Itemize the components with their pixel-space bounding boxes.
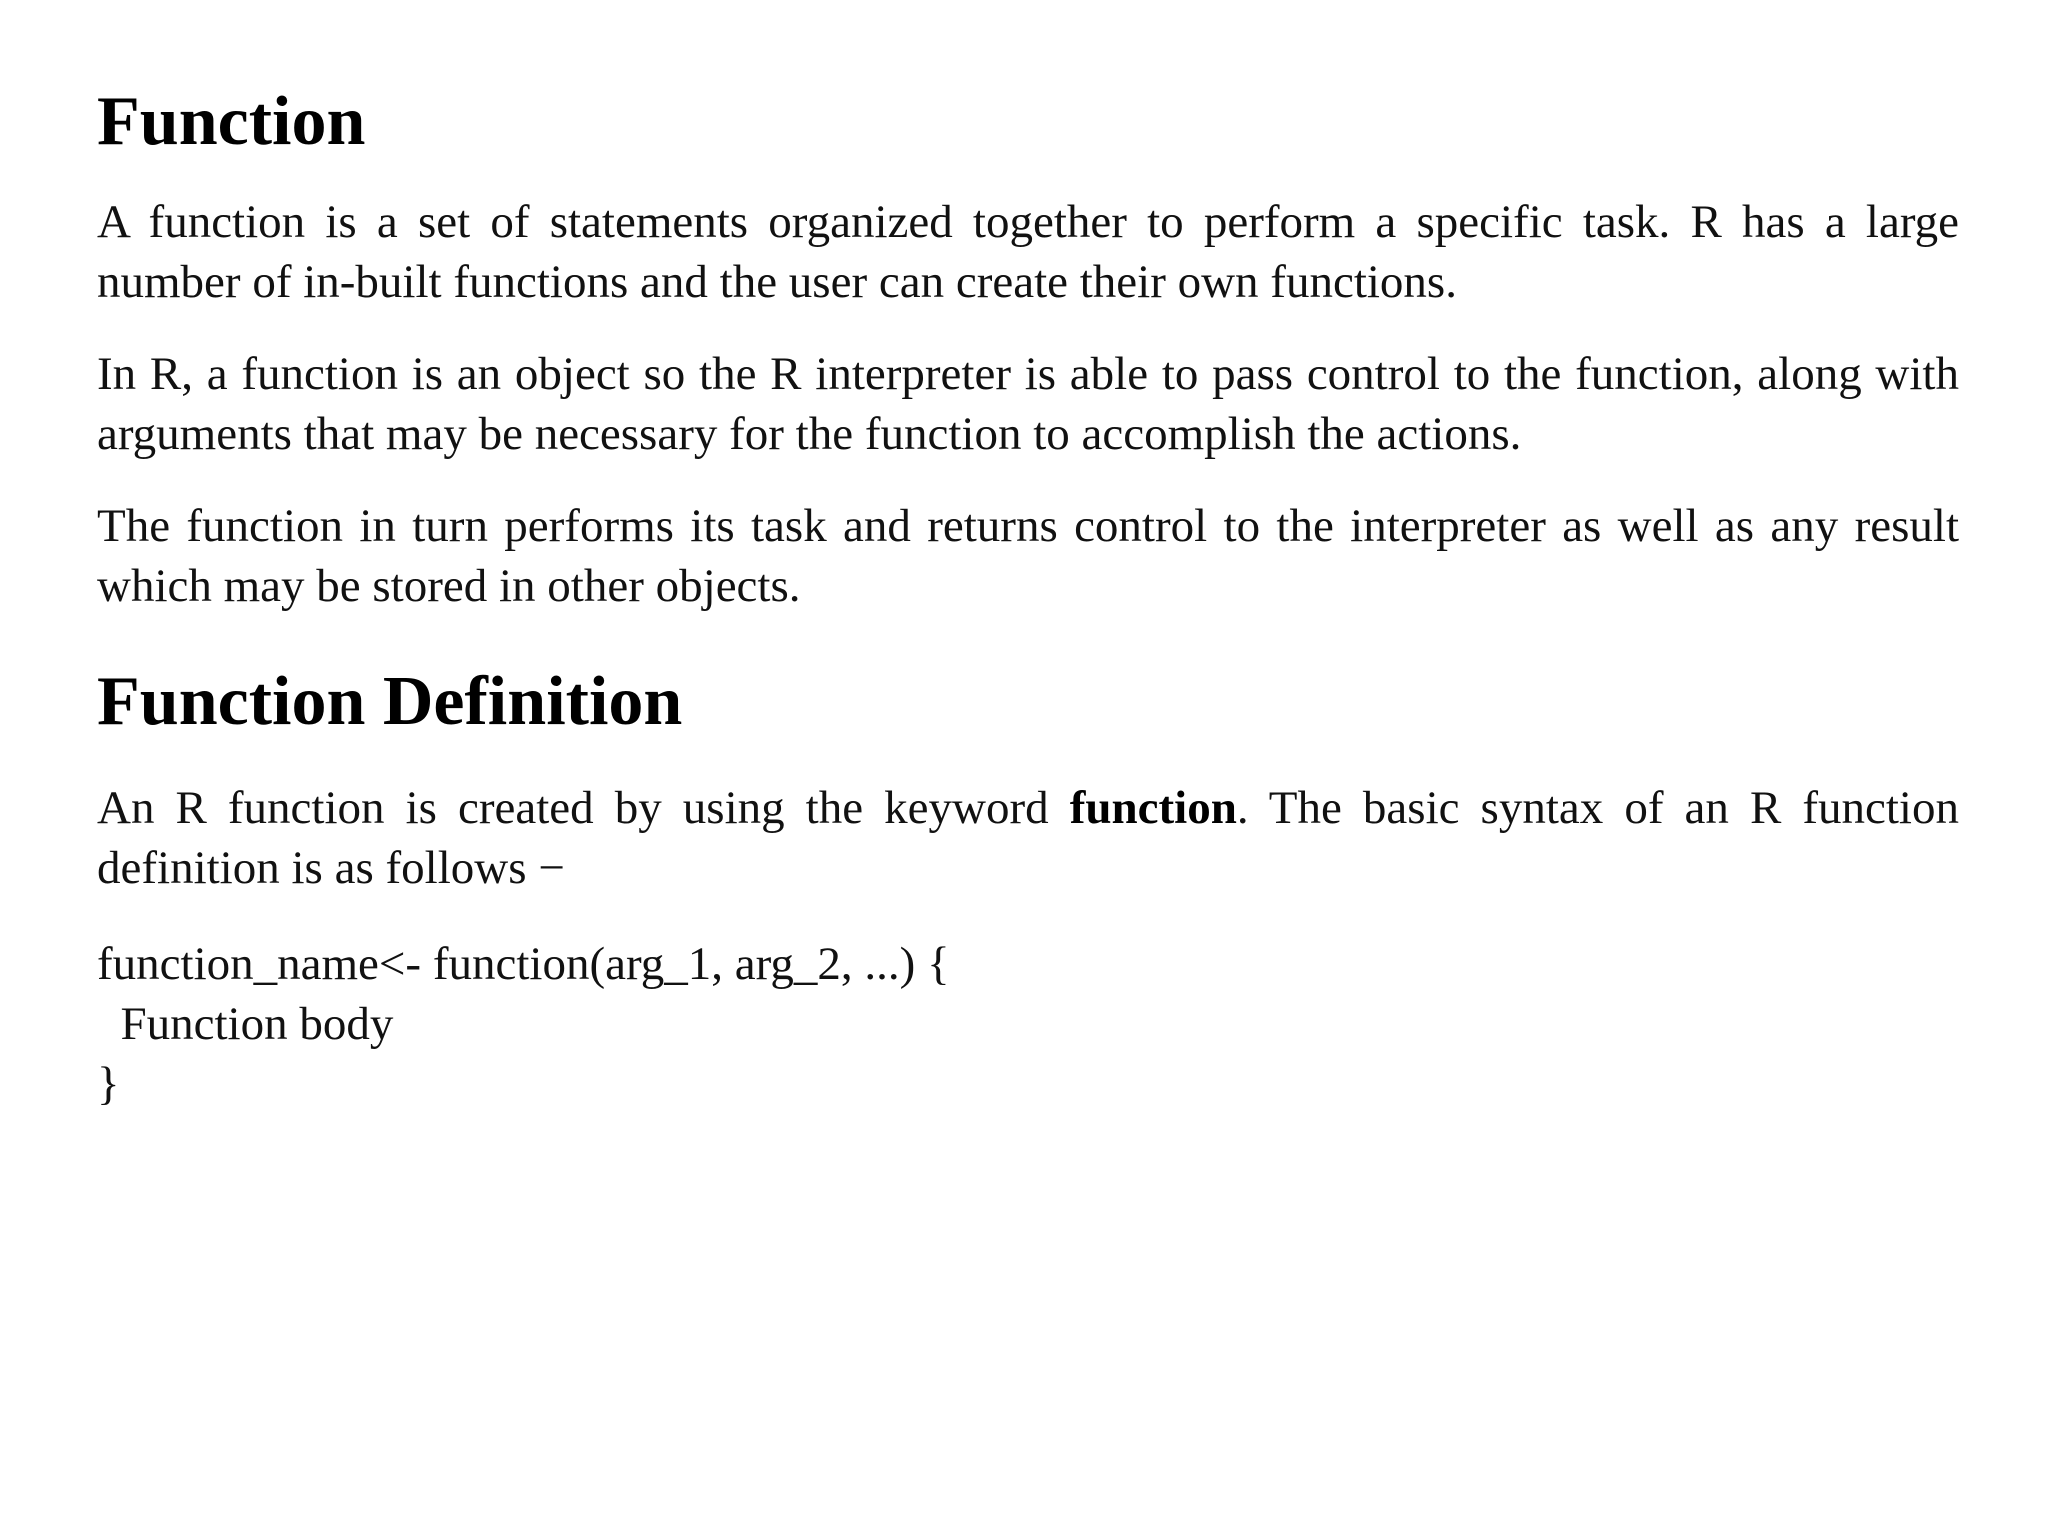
code-line: } [97,1058,120,1110]
section-heading-function: Function [97,83,366,160]
syntax-intro-after: . The basic syntax of an R function definition is as follows − [97,782,1959,894]
code-line: function_name<- function(arg_1, arg_2, ...) { [97,938,950,990]
paragraph-syntax-intro [97,778,1959,898]
paragraph-function-object: In R, a function is an object so the R interpreter is able to pass control to the function, along with arguments that may be necessary for the function to accomplish the actions. [97,348,1959,460]
paragraph-function-return: The function in turn performs its task and returns control to the interpreter as well as any result which may be stored in other objects. [97,500,1959,612]
code-block-syntax [97,934,1959,1114]
syntax-intro-before: An R function is created by using the keyword [97,782,1070,834]
section-heading-function-definition: Function Definition [97,663,683,740]
document-page [97,70,1959,1114]
keyword-function: function [1069,782,1237,834]
code-line: Function body [97,998,394,1050]
paragraph-function-definition-intro: A function is a set of statements organized together to perform a specific task. R has a large number of in-built functions and the user can create their own functions. [97,196,1959,308]
